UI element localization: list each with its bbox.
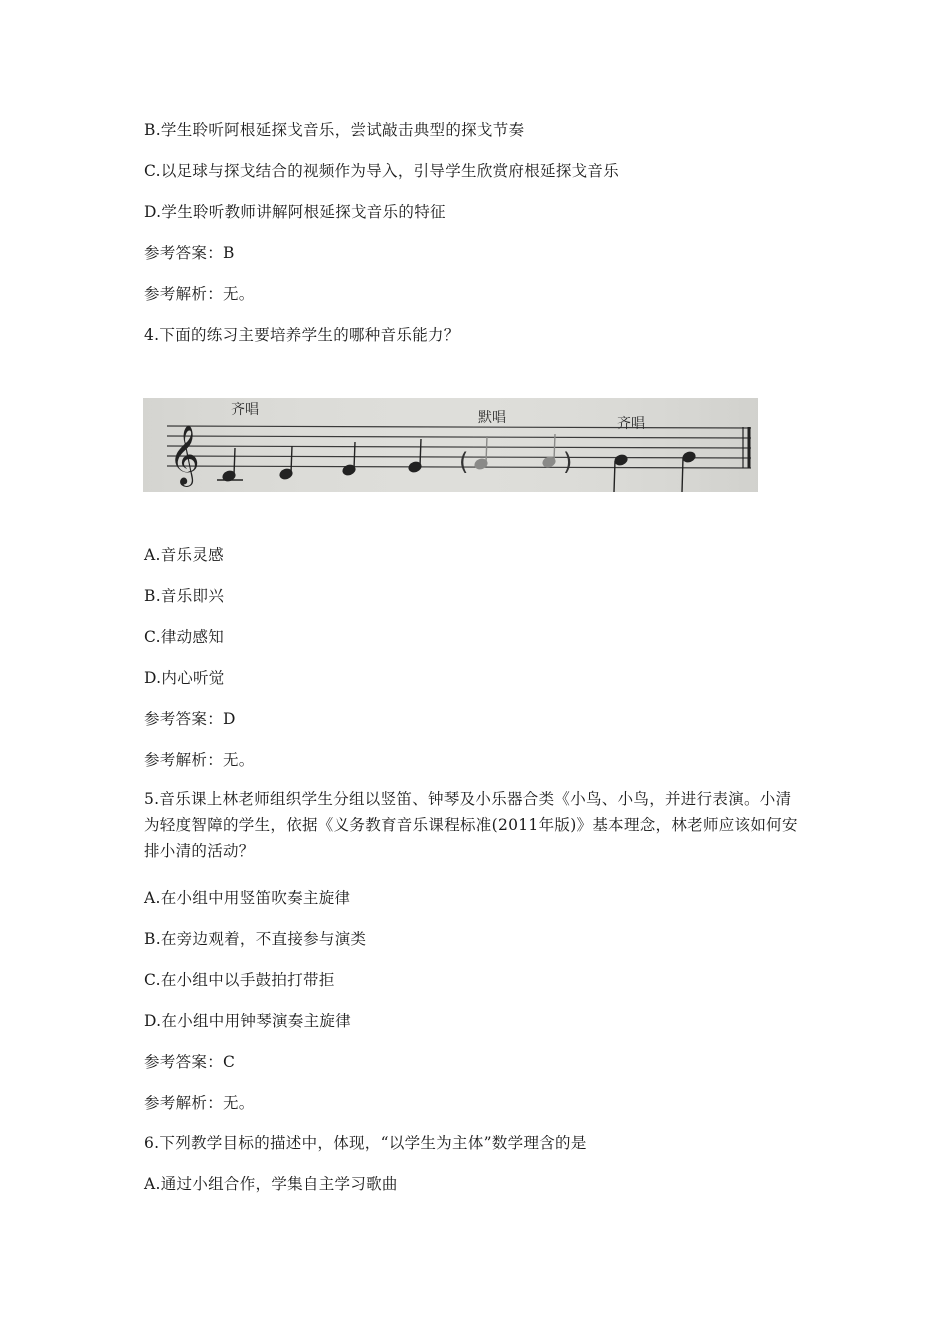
option-d: D.在小组中用钟琴演奏主旋律: [144, 1012, 352, 1030]
note-stem: [554, 434, 555, 461]
note-stem: [234, 448, 235, 475]
treble-clef-icon: 𝄞: [169, 425, 200, 485]
option-a: A.音乐灵感: [144, 546, 224, 564]
option-c: C.在小组中以手鼓拍打带拒: [144, 971, 335, 989]
note-stem: [682, 458, 683, 492]
answer-line: 参考答案：B: [144, 244, 235, 262]
staff-label: 默唱: [478, 410, 506, 426]
option-b: B.音乐即兴: [144, 587, 225, 605]
analysis-line: 参考解析：无。: [144, 1094, 255, 1112]
question-stem: 6.下列教学目标的描述中，体现，“以学生为主体”数学理含的是: [144, 1134, 587, 1152]
svg-text:(: (: [459, 448, 469, 476]
option-c: C.律动感知: [144, 628, 225, 646]
analysis-line: 参考解析：无。: [144, 285, 255, 303]
question-stem: 4.下面的练习主要培养学生的哪种音乐能力？: [144, 326, 460, 344]
note-stem: [486, 436, 487, 463]
staff-label: 齐唱: [231, 402, 259, 418]
answer-line: 参考答案：C: [144, 1053, 236, 1071]
option-line: C.以足球与探戈结合的视频作为导入，引导学生欣赏府根延探戈音乐: [144, 162, 620, 180]
option-line: D.学生聆听教师讲解阿根延探戈音乐的特征: [144, 203, 446, 221]
stem-line: 为轻度智障的学生，依据《义务教育音乐课程标准(2011年版)》基本理念，林老师应该如何安: [144, 816, 798, 834]
music-staff-figure: [143, 398, 758, 492]
note-stem: [614, 461, 615, 492]
option-a: A.在小组中用竖笛吹奏主旋律: [144, 889, 351, 907]
stem-line: 5.音乐课上林老师组织学生分组以竖笛、钟琴及小乐器合类《小鸟、小鸟，并进行表演。小清: [144, 790, 792, 808]
option-a: A.通过小组合作，学集自主学习歌曲: [144, 1175, 398, 1193]
note-stem: [420, 439, 421, 466]
stem-line: 排小清的活动？: [144, 842, 255, 860]
note-stem: [354, 442, 355, 469]
note-stem: [291, 446, 292, 473]
svg-text:): ): [563, 448, 573, 476]
answer-line: 参考答案：D: [144, 710, 236, 728]
option-d: D.内心听觉: [144, 669, 225, 687]
analysis-line: 参考解析：无。: [144, 751, 255, 769]
option-line: B.学生聆听阿根延探戈音乐，尝试敲击典型的探戈节奏: [144, 121, 525, 139]
question-stem: [144, 786, 814, 864]
option-b: B.在旁边观着，不直接参与演类: [144, 930, 367, 948]
staff-label: 齐唱: [617, 416, 645, 432]
